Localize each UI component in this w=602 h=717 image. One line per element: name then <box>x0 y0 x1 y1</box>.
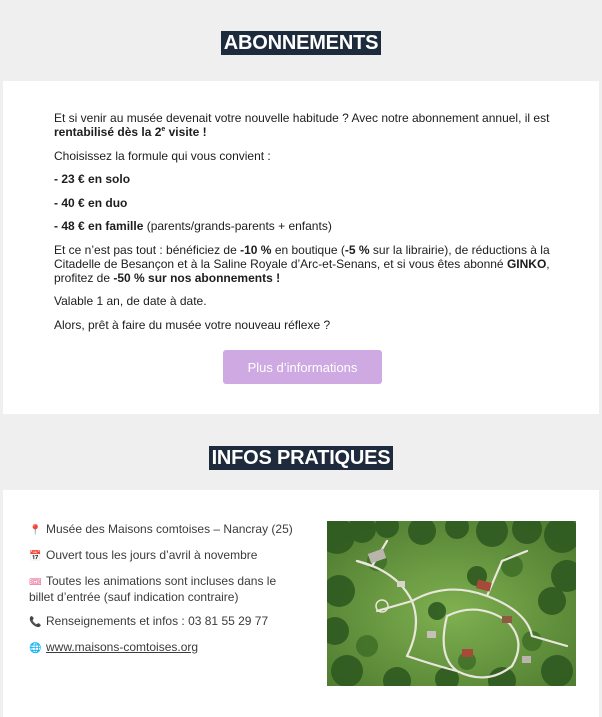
calendar-icon: 📅 <box>29 551 42 562</box>
option-famille <box>54 219 554 233</box>
info-address-text: Musée des Maisons comtoises – Nancray (25) <box>46 522 293 536</box>
intro-text: Et si venir au musée devenait votre nouvelle habitude ? Avec notre abonnement annuel, il est <box>54 111 550 125</box>
intro-bold <box>54 125 207 139</box>
offer-text-c: en boutique ( <box>271 242 345 257</box>
option-solo <box>54 172 554 186</box>
infos-heading <box>0 443 602 471</box>
closing-paragraph: Alors, prêt à faire du musée votre nouveau réflexe ? <box>54 317 331 332</box>
option-solo-price: - 23 € en solo <box>54 172 131 186</box>
infos-card <box>3 490 599 717</box>
info-phone-text: Renseignements et infos : 03 81 55 29 77 <box>46 614 269 628</box>
offer-text-a: Et ce n’est pas tout : bénéficiez de <box>54 242 241 257</box>
phone-icon: 📞 <box>29 617 42 628</box>
info-animations-text: Toutes les animations sont incluses dans le billet d’entrée (sauf indication contraire) <box>29 574 277 604</box>
info-item-animations <box>29 574 299 604</box>
intro-bold-text-2: visite <box>165 125 200 139</box>
abonnements-heading <box>0 28 602 56</box>
ticket-icon: 🎟 <box>29 577 42 588</box>
globe-icon: 🌐 <box>29 643 42 654</box>
offer-ginko: GINKO <box>506 256 547 271</box>
offer-text-e: sur la librairie), de réductions à la Citadelle de Besançon et à la Saline Royale d’Arc-et-Senans, et si vous êtes abonné <box>54 242 550 271</box>
info-item-website <box>29 640 299 656</box>
aerial-photo-illustration <box>327 521 576 686</box>
offer-paragraph <box>54 243 554 285</box>
intro-paragraph <box>54 111 554 139</box>
option-famille-price: - 48 € en famille <box>54 219 144 233</box>
info-item-address <box>29 522 299 538</box>
choose-paragraph: Choisissez la formule qui vous convient : <box>54 148 271 163</box>
infos-list <box>29 522 299 666</box>
infos-title: INFOS PRATIQUES <box>209 446 394 470</box>
offer-librairie-discount: -5 % <box>344 242 370 257</box>
more-info-button[interactable]: Plus d’informations <box>223 350 382 384</box>
abonnements-card <box>3 81 599 414</box>
aerial-museum-photo <box>327 521 576 686</box>
abonnements-title: ABONNEMENTS <box>221 31 381 55</box>
intro-superscript: e <box>161 126 166 133</box>
info-opening-text: Ouvert tous les jours d’avril à novembre <box>46 548 258 562</box>
option-duo-price: - 40 € en duo <box>54 195 128 210</box>
info-item-phone <box>29 614 299 630</box>
option-famille-detail: (parents/grands-parents + enfants) <box>143 219 332 233</box>
intro-end: ! <box>199 125 207 139</box>
abonnements-text <box>54 111 554 341</box>
info-item-opening <box>29 548 299 564</box>
offer-boutique-discount: -10 % <box>240 242 272 257</box>
offer-abonnement-discount: -50 % sur nos abonnements ! <box>113 270 281 285</box>
validity-paragraph: Valable 1 an, de date à date. <box>54 294 207 308</box>
map-pin-icon: 📍 <box>29 525 42 536</box>
offer-text-g: , profitez de <box>54 256 550 285</box>
intro-bold-text: rentabilisé dès la 2 <box>54 125 162 139</box>
option-duo <box>54 196 554 210</box>
website-link[interactable]: www.maisons-comtoises.org <box>46 640 199 654</box>
